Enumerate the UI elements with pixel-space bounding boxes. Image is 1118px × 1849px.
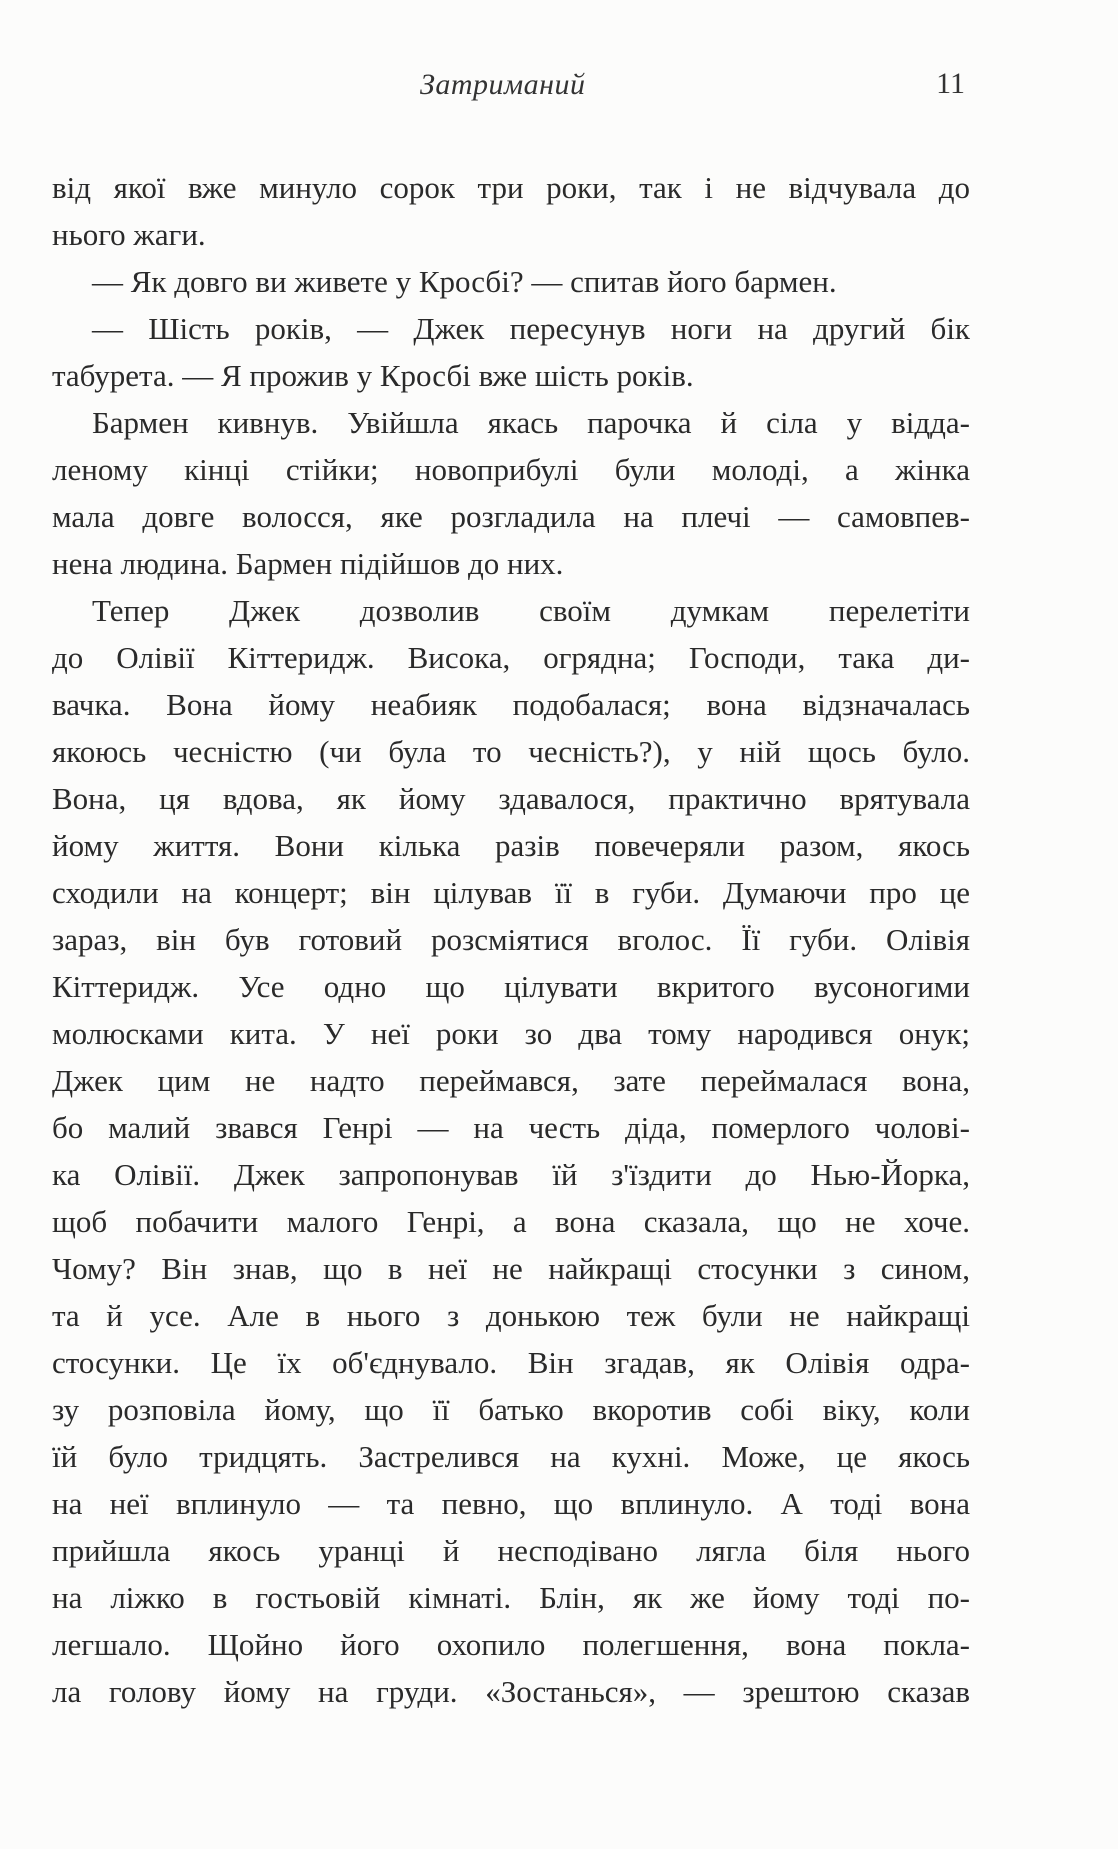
text-line: леному кінці стійки; новоприбулі були молоді, а жінка xyxy=(52,452,970,487)
text-line: Чому? Він знав, що в неї не найкращі стосунки з сином, xyxy=(52,1251,970,1286)
text-line: бо малий звався Генрі — на честь діда, померлого чолові- xyxy=(52,1110,970,1145)
text-line: зараз, він був готовий розсміятися вголос. Її губи. Олівія xyxy=(52,922,970,957)
text-line: йому життя. Вони кілька разів повечеряли разом, якось xyxy=(52,828,970,863)
text-line: ка Олівії. Джек запропонував їй з'їздити до Нью-Йорка, xyxy=(52,1157,970,1192)
text-line: прийшла якось уранці й несподівано лягла біля нього xyxy=(52,1533,970,1568)
text-line: — Шість років, — Джек пересунув ноги на другий бік xyxy=(92,311,970,346)
running-title: Затриманий xyxy=(420,68,586,101)
paragraph xyxy=(52,164,970,258)
text-line: легшало. Щойно його охопило полегшення, вона покла- xyxy=(52,1627,970,1662)
paragraph xyxy=(52,258,970,305)
text-line: Вона, ця вдова, як йому здавалося, практично врятувала xyxy=(52,781,970,816)
text-line: стосунки. Це їх об'єднувало. Він згадав, як Олівія одра- xyxy=(52,1345,970,1380)
page-number: 11 xyxy=(936,67,965,100)
text-line: вачка. Вона йому неабияк подобалася; вона відзначалась xyxy=(52,687,970,722)
text-line: нена людина. Бармен підійшов до них. xyxy=(52,546,564,581)
body-text xyxy=(52,164,970,1715)
text-line: табурета. — Я прожив у Кросбі вже шість років. xyxy=(52,358,694,393)
text-line: на неї вплинуло — та певно, що вплинуло. А тоді вона xyxy=(52,1486,970,1521)
text-line: Джек цим не надто переймався, зате переймалася вона, xyxy=(52,1063,970,1098)
text-line: щоб побачити малого Генрі, а вона сказала, що не хоче. xyxy=(52,1204,970,1239)
text-line: Тепер Джек дозволив своїм думкам перелетіти xyxy=(92,593,970,628)
running-header xyxy=(55,68,965,108)
paragraph xyxy=(52,305,970,399)
paragraph xyxy=(52,587,970,1715)
text-line: від якої вже минуло сорок три роки, так і не відчувала до xyxy=(52,170,970,205)
text-line: ла голову йому на груди. «Зостанься», — зрештою сказав xyxy=(52,1674,970,1709)
text-line: — Як довго ви живете у Кросбі? — спитав його бармен. xyxy=(92,264,837,299)
text-line: їй було тридцять. Застрелився на кухні. Може, це якось xyxy=(52,1439,970,1474)
text-line: сходили на концерт; він цілував її в губи. Думаючи про це xyxy=(52,875,970,910)
text-line: якоюсь чесністю (чи була то чесність?), у ній щось було. xyxy=(52,734,970,769)
text-line: до Олівії Кіттеридж. Висока, огрядна; Господи, така ди- xyxy=(52,640,970,675)
text-line: на ліжко в гостьовій кімнаті. Блін, як же йому тоді по- xyxy=(52,1580,970,1615)
text-line: та й усе. Але в нього з донькою теж були не найкращі xyxy=(52,1298,970,1333)
text-line: Кіттеридж. Усе одно що цілувати вкритого вусоногими xyxy=(52,969,970,1004)
text-line: молюсками кита. У неї роки зо два тому народився онук; xyxy=(52,1016,970,1051)
text-line: мала довге волосся, яке розгладила на плечі — самовпев- xyxy=(52,499,970,534)
text-line: нього жаги. xyxy=(52,217,206,252)
paragraph xyxy=(52,399,970,587)
text-line: Бармен кивнув. Увійшла якась парочка й сіла у відда- xyxy=(92,405,970,440)
text-line: зу розповіла йому, що її батько вкоротив собі віку, коли xyxy=(52,1392,970,1427)
